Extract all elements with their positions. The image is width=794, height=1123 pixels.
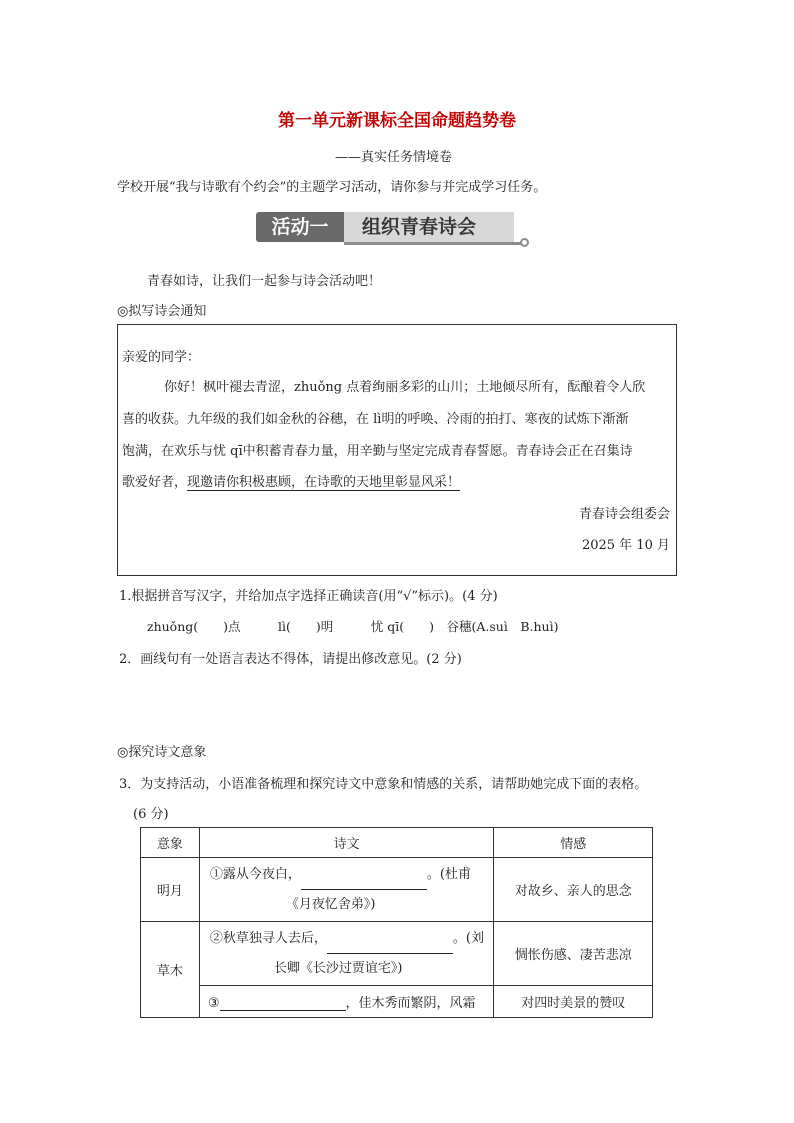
table-header: 意象: [141, 828, 200, 858]
notice-line-4-plain: 歌爱好者，: [122, 475, 188, 490]
question-3: 3．为支持活动，小语准备梳理和探究诗文中意象和情感的关系，请帮助她完成下面的表格。: [119, 777, 648, 792]
notice-salutation: 亲爱的同学：: [122, 350, 201, 365]
table-cell-image: 草木: [141, 922, 200, 1018]
table-cell-emotion: 对故乡、亲人的思念: [494, 858, 653, 922]
poem-text: 。(杜甫: [426, 866, 471, 882]
notice-line-2: 喜的收获。九年级的我们如金秋的谷穗，在 lì明的呼唤、冷雨的拍打、寒夜的试炼下渐渐: [122, 412, 629, 427]
question-2: 2．画线句有一处语言表达不得体，请提出修改意见。(2 分): [119, 652, 462, 667]
table-row: [141, 922, 653, 986]
answer-blank[interactable]: [220, 1010, 346, 1011]
notice-signature: 青春诗会组委会: [578, 507, 670, 522]
page-title: 第一单元新课标全国命题趋势卷: [278, 111, 516, 131]
table-cell-poem: [199, 922, 494, 986]
table-cell-image: 明月: [141, 858, 200, 922]
activity-banner: [256, 212, 532, 246]
table-cell-emotion: 惆怅伤感、凄苦悲凉: [494, 922, 653, 986]
notice-line-4: [122, 470, 460, 496]
activity-tag: 活动一: [256, 212, 344, 242]
section-heading-imagery: ◎探究诗文意象: [117, 745, 207, 760]
page-subtitle: ——真实任务情境卷: [335, 150, 453, 165]
poem-source: 长卿《长沙过贾谊宅》): [273, 960, 403, 976]
poem-text: ③: [207, 996, 220, 1011]
notice-line-3: 饱满，在欢乐与忧 qī中积蓄青春力量，用辛勤与坚定完成青春誓愿。青春诗会正在召集诗: [122, 444, 633, 459]
poem-text: ②秋草独寻人去后，: [209, 930, 327, 946]
imagery-table: [140, 827, 653, 1018]
question-1-items: zhuǒng( )点 lì( )明 忧 qī( ) 谷穗(A.suì B.huì): [147, 619, 559, 634]
table-cell-poem: [199, 858, 494, 922]
intro-text: 学校开展“我与诗歌有个约会”的主题学习活动，请你参与并完成学习任务。: [117, 180, 547, 195]
banner-underline: [344, 242, 524, 245]
table-cell-poem: [199, 986, 494, 1018]
question-3-points: (6 分): [133, 807, 169, 822]
question-1: 1.根据拼音写汉字，并给加点字选择正确读音(用“√”标示)。(4 分): [119, 589, 498, 604]
table-row: [141, 858, 653, 922]
notice-date: 2025 年 10 月: [581, 538, 670, 553]
banner-dot-icon: [520, 238, 529, 247]
notice-line-1: 你好！枫叶褪去青涩，zhuǒng 点着绚丽多彩的山川；土地倾尽所有，酝酿着令人欣: [164, 380, 646, 395]
section-heading-notice: ◎拟写诗会通知: [117, 304, 207, 319]
poem-text: ①露从今夜白，: [209, 866, 301, 882]
poem-text: 。(刘: [452, 930, 484, 946]
table-header: 诗文: [199, 828, 494, 858]
table-cell-emotion: 对四时美景的赞叹: [494, 986, 653, 1018]
notice-box: [117, 324, 677, 576]
underlined-sentence: 现邀请你积极惠顾，在诗歌的天地里彰显风采！: [187, 475, 461, 490]
table-row: [141, 986, 653, 1018]
poem-source: 《月夜忆舍弟》): [285, 896, 376, 912]
table-header: 情感: [494, 828, 653, 858]
lead-text: 青春如诗，让我们一起参与诗会活动吧！: [147, 274, 382, 289]
poem-text: ，佳木秀而繁阴，风霜: [345, 996, 476, 1011]
activity-name: 组织青春诗会: [344, 212, 514, 242]
